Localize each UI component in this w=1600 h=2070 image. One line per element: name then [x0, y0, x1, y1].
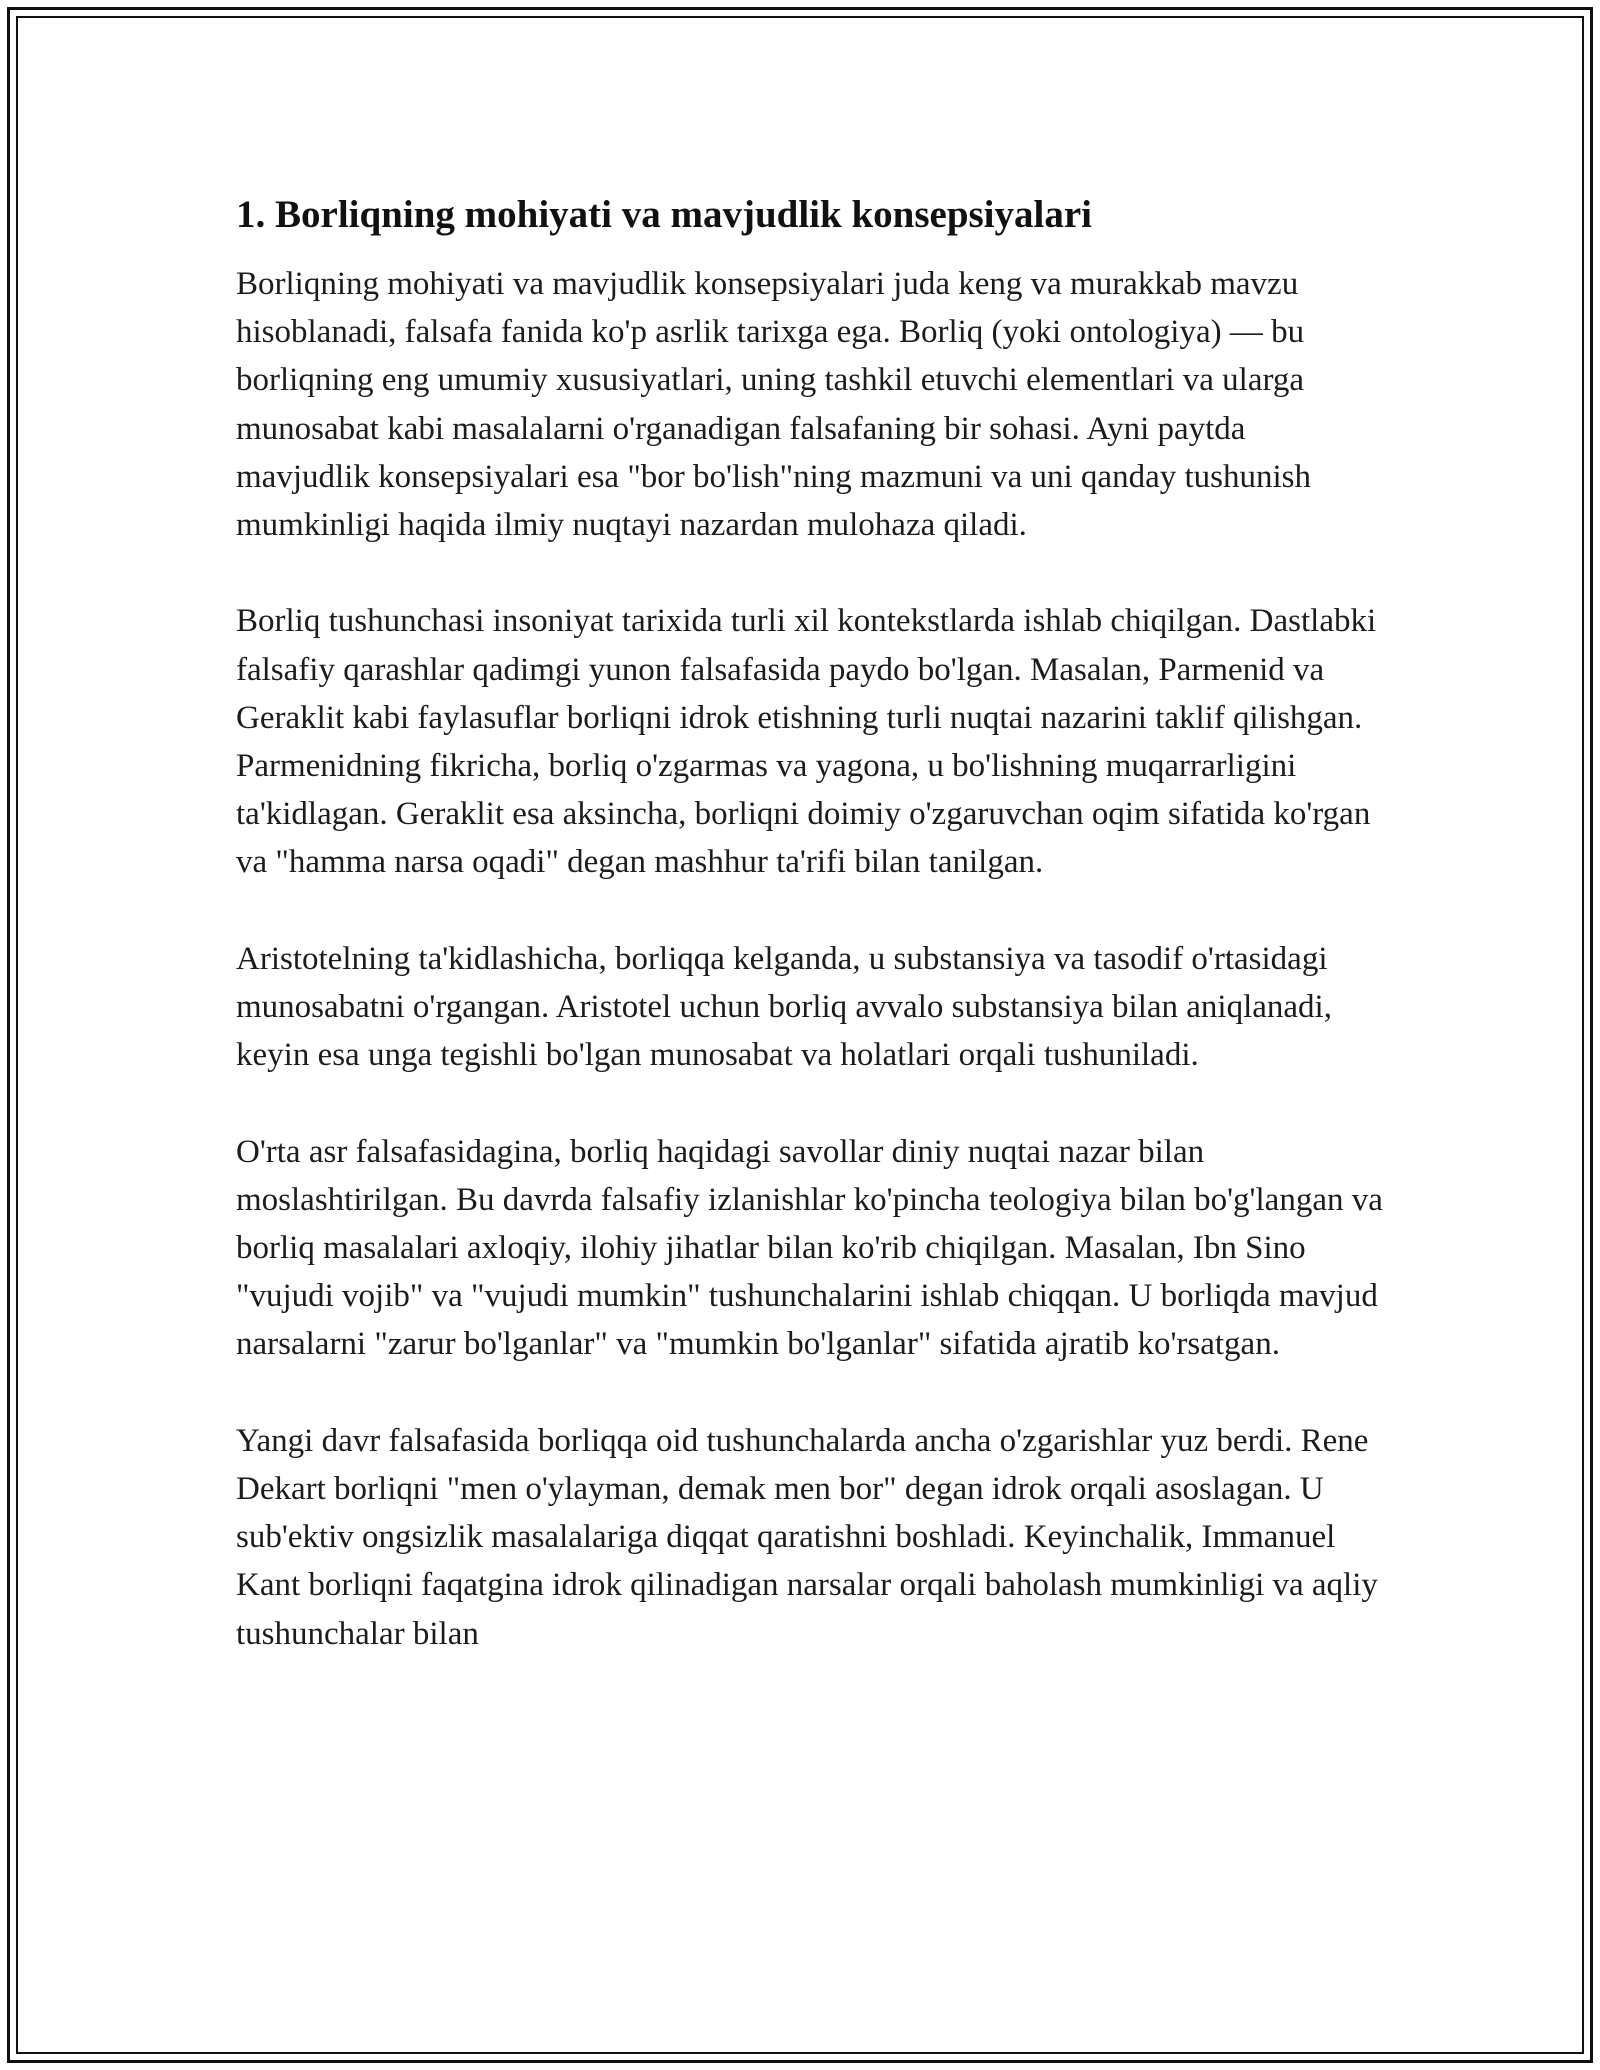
paragraph-5: Yangi davr falsafasida borliqqa oid tushunchalarda ancha o'zgarishlar yuz berdi. Rene Dekart borliqni "men o'ylayman, demak men bor" degan idrok orqali asoslagan. U sub'ektiv ongsizlik masalalariga diqqat qaratishni boshladi. Keyinchalik, Immanuel Kant borliqni faqatgina idrok qilinadigan narsalar orqali baholash mumkinligi va aqliy tushunchalar bilan	[236, 1422, 1378, 1652]
document-body	[236, 190, 1386, 1658]
section-heading: 1. Borliqning mohiyati va mavjudlik konsepsiyalari	[236, 193, 1093, 236]
paragraph-1: Borliqning mohiyati va mavjudlik konsepsiyalari juda keng va murakkab mavzu hisoblanadi, falsafa fanida ko'p asrlik tarixga ega. Borliq (yoki ontologiya) — bu borliqning eng umumiy xususiyatlari, uning tashkil etuvchi elementlari va ularga munosabat kabi masalalarni o'rganadigan falsafaning bir sohasi. Ayni paytda mavjudlik konsepsiyalari esa "bor bo'lish"ning mazmuni va uni qanday tushunish mumkinligi haqida ilmiy nuqtayi nazardan mulohaza qiladi.	[236, 266, 1311, 544]
paragraph-4: O'rta asr falsafasidagina, borliq haqidagi savollar diniy nuqtai nazar bilan moslashtirilgan. Bu davrda falsafiy izlanishlar ko'pincha teologiya bilan bo'g'langan va borliq masalalari axloqiy, ilohiy jihatlar bilan ko'rib chiqilgan. Masalan, Ibn Sino "vujudi vojib" va "vujudi mumkin" tushunchalarini ishlab chiqqan. U borliqda mavjud narsalarni "zarur bo'lganlar" va "mumkin bo'lganlar" sifatida ajratib ko'rsatgan.	[236, 1133, 1383, 1363]
paragraph-3: Aristotelning ta'kidlashicha, borliqqa kelganda, u substansiya va tasodif o'rtasidagi munosabatni o'rgangan. Aristotel uchun borliq avvalo substansiya bilan aniqlanadi, keyin esa unga tegishli bo'lgan munosabat va holatlari orqali tushuniladi.	[236, 940, 1332, 1074]
paragraph-2: Borliq tushunchasi insoniyat tarixida turli xil kontekstlarda ishlab chiqilgan. Dastlabki falsafiy qarashlar qadimgi yunon falsafasida paydo bo'lgan. Masalan, Parmenid va Geraklit kabi faylasuflar borliqni idrok etishning turli nuqtai nazarini taklif qilishgan. Parmenidning fikricha, borliq o'zgarmas va yagona, u bo'lishning muqarrarligini ta'kidlagan. Geraklit esa aksincha, borliqni doimiy o'zgaruvchan oqim sifatida ko'rgan va "hamma narsa oqadi" degan mashhur ta'rifi bilan tanilgan.	[236, 603, 1377, 881]
